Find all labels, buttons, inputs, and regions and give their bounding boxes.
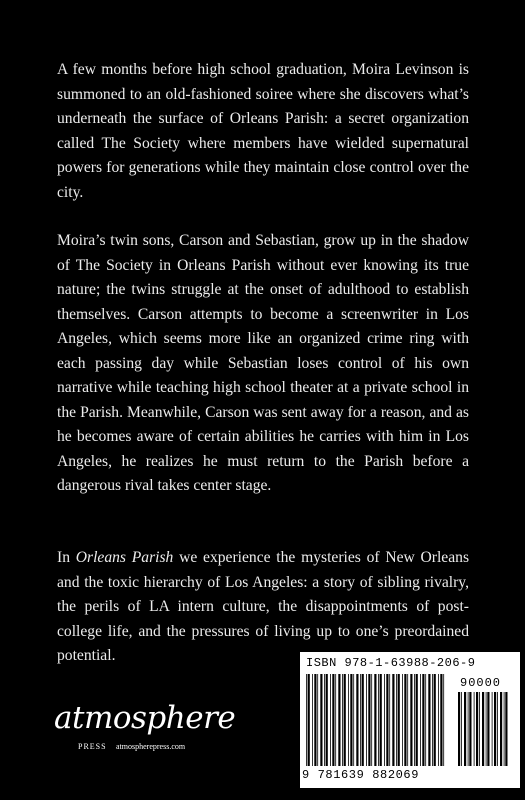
blurb-paragraph-1: A few months before high school graduation, Moira Levinson is summoned to an old-fashioned soiree where she discovers what’s underneath the surface of Orleans Parish: a secret organization called The Society where members have wielded supernatural powers for generations while they maintain close control over the city. — [57, 61, 469, 201]
barcode-bar — [469, 692, 471, 766]
barcode-bar — [468, 692, 469, 766]
barcode-bar — [458, 692, 460, 766]
barcode-bar — [492, 692, 493, 766]
barcode-bar — [434, 674, 436, 766]
barcode-bar — [326, 674, 328, 766]
barcode-bar — [416, 674, 418, 766]
barcode-bar — [425, 674, 426, 766]
barcode-bar — [422, 674, 424, 766]
barcode-bar — [438, 674, 439, 766]
blurb-paragraph-3-text: we experience the mysteries of New Orleans and the toxic hierarchy of Los Angeles: a story of sibling rivalry, the perils of LA intern culture, the disappointments of post-college life, and the pressures of living up to one’s preordained potential. — [57, 549, 470, 664]
barcode-bar — [440, 674, 442, 766]
barcode-bar — [396, 674, 397, 766]
isbn-label: ISBN 978-1-63988-206-9 — [306, 656, 476, 670]
barcode-bar — [342, 674, 343, 766]
barcode-bar — [317, 674, 318, 766]
barcode-bar — [487, 692, 489, 766]
isbn-barcode — [300, 652, 520, 788]
barcode-bar — [389, 674, 390, 766]
barcode-bar — [344, 674, 346, 766]
barcode-bar — [497, 692, 498, 766]
barcode-bar — [486, 692, 487, 766]
barcode-bar — [410, 674, 412, 766]
barcode-bar — [378, 674, 379, 766]
price-barcode-bars — [458, 692, 510, 766]
blurb-paragraph-3 — [57, 546, 469, 669]
publisher-url: atmospherepress.com — [116, 742, 186, 751]
barcode-bar — [384, 674, 385, 766]
barcode-bar — [348, 674, 349, 766]
barcode-bar — [505, 692, 507, 766]
barcode-bar — [402, 674, 403, 766]
barcode-bar — [366, 674, 367, 766]
barcode-bar — [494, 692, 496, 766]
barcode-bar — [353, 674, 354, 766]
barcode-bar — [335, 674, 336, 766]
publisher-press-label: PRESS — [78, 742, 107, 751]
barcode-bar — [500, 692, 502, 766]
barcode-bar — [464, 692, 466, 766]
barcode-bar — [504, 692, 505, 766]
barcode-bar — [368, 674, 370, 766]
barcode-bar — [414, 674, 415, 766]
barcode-bar — [404, 674, 406, 766]
barcode-bar — [407, 674, 408, 766]
ean-number-label: 9 781639 882069 — [302, 768, 420, 782]
barcode-bar — [308, 674, 310, 766]
barcode-bar — [474, 692, 475, 766]
publisher-name: atmosphere — [54, 700, 236, 736]
publisher-logo — [54, 700, 254, 770]
barcode-bar — [386, 674, 388, 766]
barcode-bar — [476, 692, 478, 766]
barcode-bar — [330, 674, 331, 766]
barcode-bar — [324, 674, 325, 766]
barcode-bar — [374, 674, 376, 766]
barcode-bar — [380, 674, 382, 766]
price-code-label: 90000 — [460, 676, 502, 690]
barcode-bar — [461, 692, 462, 766]
barcode-bar — [314, 674, 316, 766]
barcode-bar — [398, 674, 400, 766]
barcode-bar — [362, 674, 364, 766]
barcode-bar — [392, 674, 394, 766]
book-title-italic: Orleans Parish — [75, 549, 174, 566]
barcode-bar — [356, 674, 358, 766]
ean-barcode-bars — [306, 674, 446, 766]
barcode-bar — [371, 674, 372, 766]
barcode-bar — [350, 674, 352, 766]
barcode-bar — [482, 692, 484, 766]
barcode-bar — [320, 674, 322, 766]
barcode-bar — [306, 674, 307, 766]
barcode-bar — [443, 674, 444, 766]
barcode-bar — [360, 674, 361, 766]
blurb-paragraph-3-prefix: In — [57, 549, 76, 566]
barcode-bar — [479, 692, 480, 766]
barcode-bar — [338, 674, 340, 766]
barcode-bar — [332, 674, 334, 766]
blurb-paragraph-2: Moira’s twin sons, Carson and Sebastian, grow up in the shadow of The Society in Orleans Parish without ever knowing its true nature; the twins struggle at the onset of adulthood to establish themselves. Carson attempts to become a screenwriter in Los Angeles, which seems more like an organized crime ring with each passing day while Sebastian loses control of his own narrative while teaching high school theater at a private school in the Parish. Meanwhile, Carson was sent away for a reason, and as he becomes aware of certain abilities he carries with him in Los Angeles, he realizes he must return to the Parish before a dangerous rival takes center stage. — [57, 232, 469, 494]
barcode-bar — [312, 674, 313, 766]
barcode-bar — [420, 674, 421, 766]
barcode-bar — [428, 674, 430, 766]
barcode-bar — [432, 674, 433, 766]
